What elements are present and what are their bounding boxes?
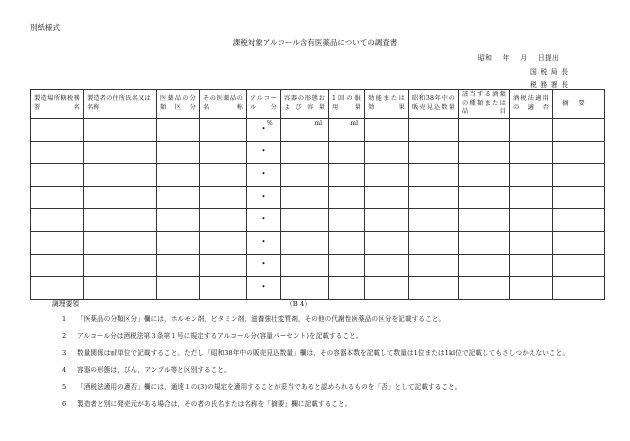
table-cell[interactable] xyxy=(84,119,157,142)
table-cell[interactable] xyxy=(281,141,329,164)
table-row xyxy=(31,231,605,254)
table-cell[interactable] xyxy=(247,164,281,187)
note-text: 数量関係は㎖単位で記載すること。ただし「昭和38年中の販売見込数量」欄は，その容器本数を記載して数量は1位または1kl位で記載してもさしつかえないこと。 xyxy=(77,349,570,357)
table-cell[interactable] xyxy=(510,209,553,232)
table-cell[interactable] xyxy=(200,254,247,277)
table-cell[interactable] xyxy=(409,164,459,187)
table-cell[interactable] xyxy=(510,231,553,254)
table-cell[interactable] xyxy=(409,119,459,142)
table-cell[interactable] xyxy=(247,254,281,277)
table-cell[interactable] xyxy=(157,254,200,277)
date-month: 月 xyxy=(520,54,528,62)
note-number: 5 xyxy=(62,383,67,391)
survey-table xyxy=(30,89,605,300)
table-cell[interactable] xyxy=(329,277,365,300)
table-cell[interactable] xyxy=(247,141,281,164)
table-cell[interactable] xyxy=(84,164,157,187)
table-cell[interactable] xyxy=(409,141,459,164)
note-number: 6 xyxy=(62,400,67,408)
unit-percent: % xyxy=(267,120,273,127)
decimal-point-marker: ・ xyxy=(258,237,269,248)
table-cell[interactable] xyxy=(157,186,200,209)
table-cell[interactable] xyxy=(31,231,84,254)
note-item xyxy=(62,347,569,357)
table-cell[interactable] xyxy=(84,209,157,232)
table-cell[interactable] xyxy=(31,277,84,300)
table-cell[interactable] xyxy=(365,119,409,142)
note-number: 3 xyxy=(62,349,67,357)
submission-date-line xyxy=(478,52,567,62)
table-cell[interactable] xyxy=(365,141,409,164)
col-header-tax-office: 製造場所轄税務署名 xyxy=(31,90,84,119)
table-row xyxy=(31,254,605,277)
table-cell[interactable] xyxy=(329,186,365,209)
table-cell[interactable] xyxy=(84,231,157,254)
table-cell[interactable] xyxy=(365,254,409,277)
table-cell[interactable] xyxy=(510,164,553,187)
table-cell[interactable] xyxy=(84,141,157,164)
table-cell[interactable] xyxy=(459,209,510,232)
date-era: 昭和 xyxy=(478,54,493,62)
col-header-drug-name: その医薬品の名称 xyxy=(200,90,247,119)
table-row xyxy=(31,164,605,187)
table-cell[interactable] xyxy=(329,164,365,187)
table-header-row xyxy=(31,90,605,119)
table-cell[interactable] xyxy=(510,119,553,142)
table-cell[interactable] xyxy=(409,231,459,254)
note-item xyxy=(62,398,351,408)
decimal-point-marker: ・ xyxy=(258,214,269,225)
table-cell[interactable] xyxy=(409,186,459,209)
col-header-sales-forecast: 昭和38年中の販売見込数量 xyxy=(409,90,459,119)
note-item xyxy=(62,364,231,374)
note-item xyxy=(62,381,462,391)
table-cell[interactable] xyxy=(84,186,157,209)
table-row xyxy=(31,209,605,232)
table-cell[interactable] xyxy=(200,231,247,254)
table-cell[interactable] xyxy=(459,231,510,254)
table-cell[interactable] xyxy=(157,119,200,142)
table-row xyxy=(31,186,605,209)
table-cell[interactable] xyxy=(510,141,553,164)
table-cell[interactable] xyxy=(459,164,510,187)
col-header-liquor-type: 該当する酒類の種類または品目 xyxy=(459,90,510,119)
table-cell[interactable] xyxy=(281,209,329,232)
table-cell[interactable] xyxy=(553,119,605,142)
table-cell[interactable] xyxy=(329,231,365,254)
addressee-regional-bureau: 国税局長 xyxy=(530,68,572,76)
table-cell[interactable] xyxy=(281,277,329,300)
table-cell[interactable] xyxy=(157,231,200,254)
table-cell[interactable] xyxy=(365,164,409,187)
decimal-point-marker: ・ xyxy=(258,146,269,157)
table-cell[interactable] xyxy=(553,186,605,209)
table-cell[interactable] xyxy=(409,254,459,277)
note-number: 2 xyxy=(62,332,67,340)
table-cell[interactable] xyxy=(281,254,329,277)
table-cell[interactable] xyxy=(459,186,510,209)
table-row xyxy=(31,141,605,164)
table-cell[interactable] xyxy=(31,254,84,277)
note-number: 4 xyxy=(62,366,67,374)
table-row xyxy=(31,277,605,300)
table-cell[interactable] xyxy=(157,277,200,300)
table-cell[interactable] xyxy=(31,186,84,209)
table-cell[interactable] xyxy=(365,277,409,300)
note-text: 製造者と別に発売元がある場合は，その者の氏名または名称を「摘要」欄に記載すること。 xyxy=(77,400,352,408)
note-item xyxy=(62,313,445,323)
decimal-point-marker: ・ xyxy=(258,169,269,180)
decimal-point-marker: ・ xyxy=(258,282,269,293)
table-cell[interactable] xyxy=(329,119,365,142)
table-row xyxy=(31,119,605,142)
table-cell[interactable] xyxy=(553,231,605,254)
table-cell[interactable] xyxy=(553,209,605,232)
col-header-manufacturer: 製造者の住所氏名又は名称 xyxy=(84,90,157,119)
notes-heading: 調理要領 xyxy=(52,300,80,308)
table-cell[interactable] xyxy=(84,277,157,300)
table-cell[interactable] xyxy=(459,141,510,164)
decimal-point-marker: ・ xyxy=(258,192,269,203)
col-header-applicability: 酒税法適用の適否 xyxy=(510,90,553,119)
paper-size-mark: （B 4） xyxy=(286,300,312,308)
table-cell[interactable] xyxy=(31,164,84,187)
table-cell[interactable] xyxy=(247,209,281,232)
col-header-alcohol: アルコール分 xyxy=(247,90,281,119)
table-cell[interactable] xyxy=(200,141,247,164)
col-header-efficacy: 効能または効果 xyxy=(365,90,409,119)
form-label: 別紙様式 xyxy=(30,23,60,32)
table-cell[interactable] xyxy=(329,209,365,232)
table-cell[interactable] xyxy=(31,209,84,232)
table-cell[interactable] xyxy=(510,254,553,277)
table-cell[interactable] xyxy=(329,141,365,164)
table-cell[interactable] xyxy=(247,186,281,209)
table-cell[interactable] xyxy=(553,277,605,300)
table-cell[interactable] xyxy=(553,254,605,277)
addressee-tax-office: 税務署長 xyxy=(530,81,572,89)
unit-ml-container: ml xyxy=(314,120,322,127)
table-cell[interactable] xyxy=(553,141,605,164)
table-cell[interactable] xyxy=(31,141,84,164)
table-cell[interactable] xyxy=(281,186,329,209)
decimal-point-marker: ・ xyxy=(258,259,269,270)
col-header-dose: 1回の服用量 xyxy=(329,90,365,119)
note-text: 「医薬品の分類区分」欄には，ホルモン剤，ビタミン剤，滋養強壮変質剤，その他の代謝性医薬品の区分を記載すること。 xyxy=(77,315,446,323)
table-cell[interactable] xyxy=(459,119,510,142)
col-header-remarks: 摘要 xyxy=(553,90,605,119)
note-number: 1 xyxy=(62,315,67,323)
table-cell[interactable] xyxy=(200,209,247,232)
table-cell[interactable] xyxy=(459,254,510,277)
date-day-submitted: 日提出 xyxy=(537,54,560,62)
note-text: アルコール分は酒税法第３条第１号に規定するアルコール分(容量パーセント)を記載すること。 xyxy=(77,332,363,340)
table-cell[interactable] xyxy=(409,277,459,300)
table-cell[interactable] xyxy=(200,277,247,300)
table-cell[interactable] xyxy=(157,209,200,232)
decimal-point-marker: ・ xyxy=(258,124,269,135)
table-cell[interactable] xyxy=(247,231,281,254)
table-cell[interactable] xyxy=(200,186,247,209)
document-title: 課税対象アルコール含有医薬品についての調査書 xyxy=(232,38,398,47)
note-item xyxy=(62,330,363,340)
table-cell[interactable] xyxy=(510,277,553,300)
table-cell[interactable] xyxy=(247,119,281,142)
col-header-category: 医薬品の分類区分 xyxy=(157,90,200,119)
table-cell[interactable] xyxy=(200,119,247,142)
table-cell[interactable] xyxy=(409,209,459,232)
note-text: 容器の形態は，びん，アンプル等と区別すること。 xyxy=(77,366,231,374)
table-cell[interactable] xyxy=(157,164,200,187)
table-cell[interactable] xyxy=(247,277,281,300)
table-cell[interactable] xyxy=(281,231,329,254)
table-cell[interactable] xyxy=(365,231,409,254)
table-cell[interactable] xyxy=(510,186,553,209)
date-year: 年 xyxy=(502,54,510,62)
table-cell[interactable] xyxy=(365,186,409,209)
table-cell[interactable] xyxy=(84,254,157,277)
table-cell[interactable] xyxy=(459,277,510,300)
table-cell[interactable] xyxy=(553,164,605,187)
col-header-container: 容器の形態および容量 xyxy=(281,90,329,119)
unit-ml-dose: ml xyxy=(350,120,358,127)
table-cell[interactable] xyxy=(281,164,329,187)
note-text: 「酒税法適用の適否」欄には，通達１の(3)の規定を適用することが妥当であると認められるものを「否」として記載すること。 xyxy=(77,383,462,391)
table-cell[interactable] xyxy=(157,141,200,164)
table-cell[interactable] xyxy=(200,164,247,187)
table-cell[interactable] xyxy=(365,209,409,232)
table-cell[interactable] xyxy=(31,119,84,142)
table-cell[interactable] xyxy=(281,119,329,142)
table-cell[interactable] xyxy=(329,254,365,277)
